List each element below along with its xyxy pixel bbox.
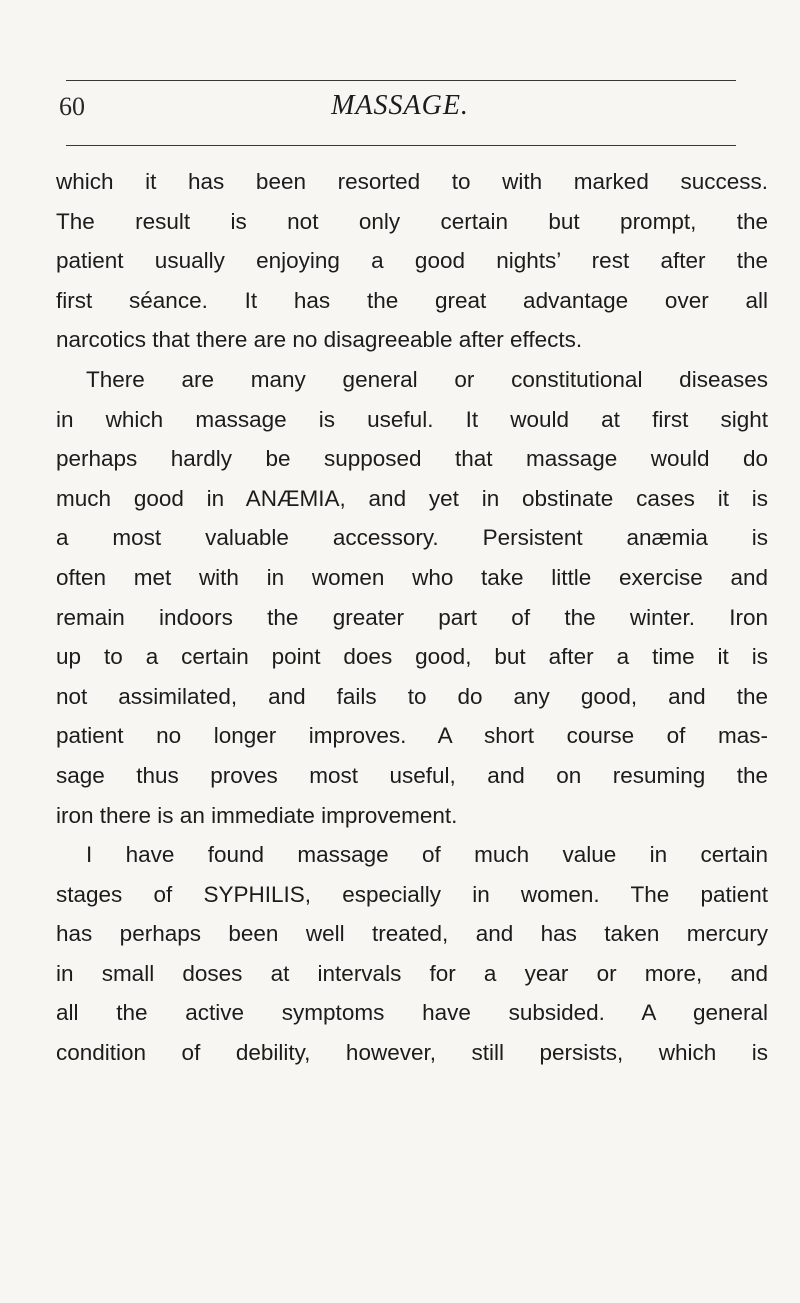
text-line: patient no longer improves. A short course of mas- [56,723,768,749]
text-line: narcotics that there are no disagreeable after effects. [56,327,583,353]
text-line: in small doses at intervals for a year or more, and [56,960,768,986]
text-line: I have found massage of much value in certain [86,842,768,868]
body-text [56,162,768,1073]
text-line: up to a certain point does good, but after a time it is [56,644,768,670]
header-top-rule [66,80,736,81]
text-line: which it has been resorted to with marked success. [56,169,768,194]
text-line: The result is not only certain but prompt, the [56,208,768,234]
text-line: remain indoors the greater part of the winter. Iron [56,604,768,630]
page-header [0,88,800,128]
text-line: stages of SYPHILIS, especially in women. The patient [56,881,768,907]
text-line: has perhaps been well treated, and has taken mercury [56,921,768,947]
text-line: much good in ANÆMIA, and yet in obstinate cases it is [56,485,768,511]
page-number: 60 [59,92,85,121]
text-line: a most valuable accessory. Persistent anæmia is [56,525,768,551]
text-line: patient usually enjoying a good nights’ rest after the [56,248,768,274]
text-line: first séance. It has the great advantage over all [56,287,768,313]
text-line: in which massage is useful. It would at first sight [56,406,768,432]
text-line: all the active symptoms have subsided. A general [56,1000,768,1026]
text-line: There are many general or constitutional diseases [86,366,768,392]
text-line: sage thus proves most useful, and on resuming the [56,762,768,788]
text-line: iron there is an immediate improvement. [56,802,458,828]
text-line: not assimilated, and fails to do any good, and the [56,683,768,709]
running-title: MASSAGE. [331,90,469,121]
text-line: often met with in women who take little exercise and [56,564,768,590]
header-bottom-rule [66,145,736,146]
text-line: perhaps hardly be supposed that massage would do [56,446,768,472]
text-line: condition of debility, however, still persists, which is [56,1040,768,1066]
